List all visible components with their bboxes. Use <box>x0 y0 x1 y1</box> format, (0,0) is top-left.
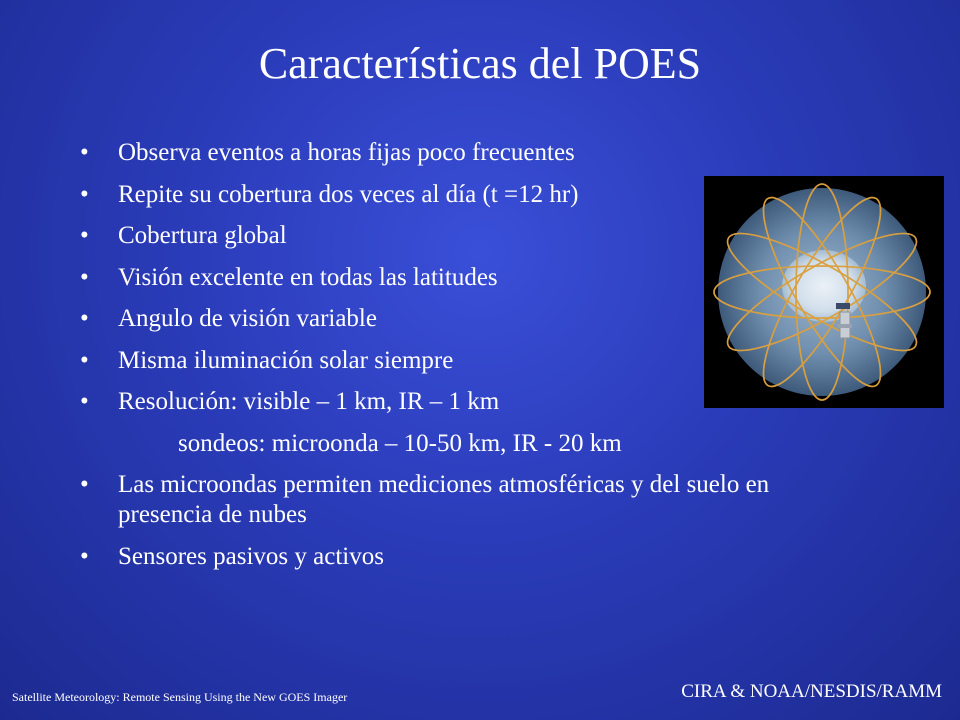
bullet-item <box>80 138 860 168</box>
footer-credit: CIRA & NOAA/NESDIS/RAMM <box>681 681 942 702</box>
bullet-marker: • <box>80 471 89 498</box>
footer-source: Satellite Meteorology: Remote Sensing Using the New GOES Imager <box>12 690 348 704</box>
bullet-text: Repite su cobertura dos veces al día (t =12 hr) <box>118 180 579 208</box>
bullet-text: Las microondas permiten mediciones atmosféricas y del suelo en presencia de nubes <box>118 471 770 528</box>
bullet-text: Cobertura global <box>118 222 287 249</box>
bullet-text: Sensores pasivos y activos <box>118 542 384 570</box>
globe-illustration <box>704 176 944 408</box>
bullet-text: Resolución: visible – 1 km, IR – 1 km <box>118 388 500 415</box>
bullet-text: Observa eventos a horas fijas poco frecuentes <box>118 139 575 166</box>
bullet-marker: • <box>80 222 89 249</box>
slide-title: Características del POES <box>258 39 702 88</box>
bullet-text: Misma iluminación solar siempre <box>118 346 454 374</box>
bullet-marker: • <box>80 263 89 291</box>
bullet-item <box>80 542 860 572</box>
bullet-marker: • <box>80 180 89 208</box>
bullet-marker: • <box>80 139 89 166</box>
bullet-marker: • <box>80 542 89 570</box>
polar-orbit-image <box>704 176 944 408</box>
bullet-text: Visión excelente en todas las latitudes <box>118 263 498 291</box>
bullet-text: sondeos: microonda – 10-50 km, IR - 20 km <box>178 429 622 457</box>
bullet-text: Angulo de visión variable <box>118 305 377 332</box>
bullet-marker: • <box>80 346 89 374</box>
bullet-marker: • <box>80 305 89 332</box>
bullet-item <box>80 470 860 530</box>
bullet-subline <box>80 429 860 459</box>
bullet-marker: • <box>80 388 89 415</box>
